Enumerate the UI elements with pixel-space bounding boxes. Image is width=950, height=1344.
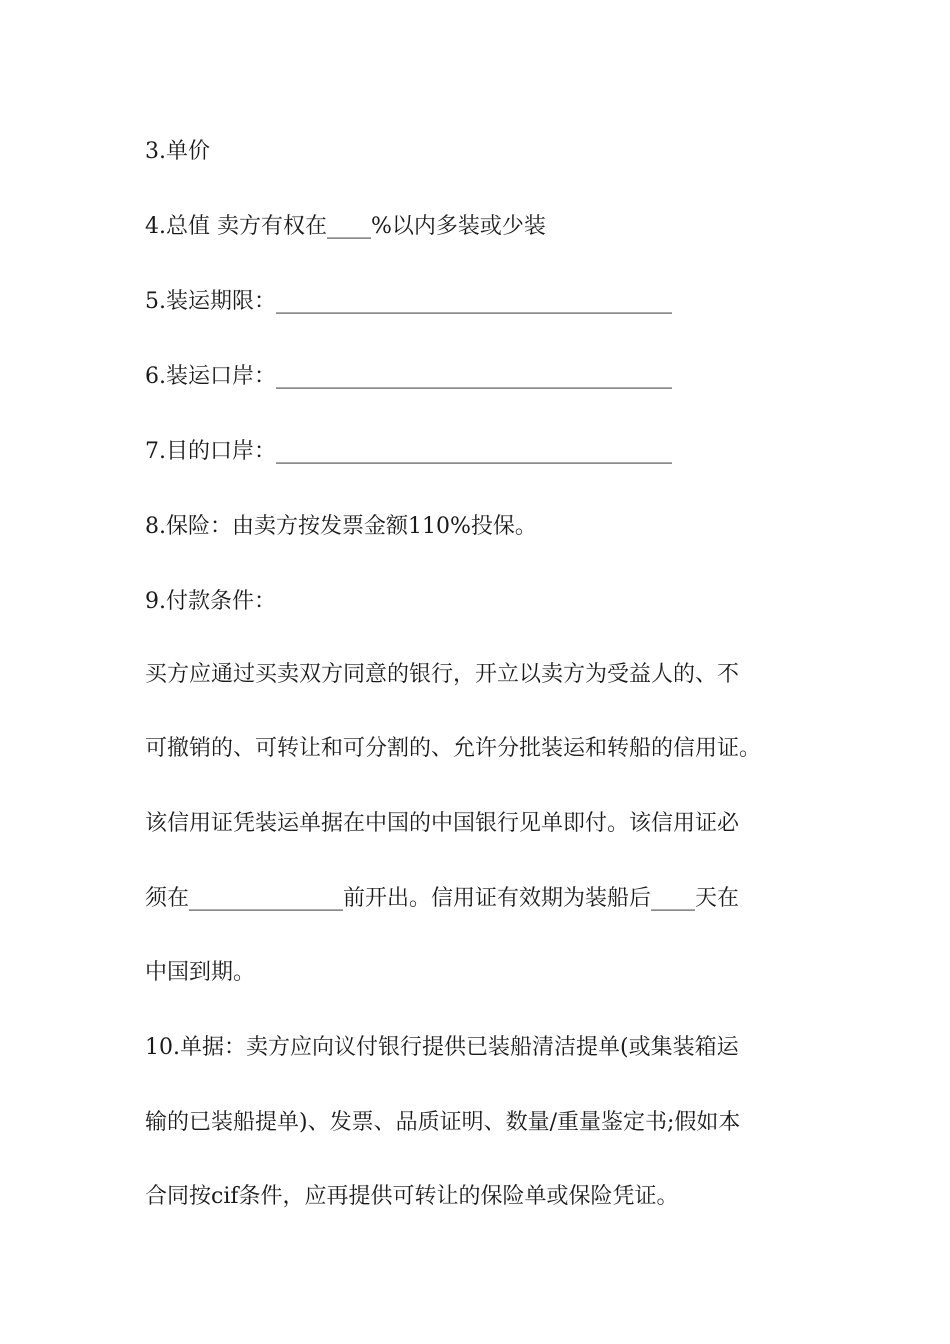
clause-total-value: 4.总值 卖方有权在____%以内多装或少装 bbox=[145, 214, 546, 239]
payment-line: 买方应通过买卖双方同意的银行，开立以卖方为受益人的、不 bbox=[145, 662, 740, 687]
clause-shipment-period: 5.装运期限：____________________________________ bbox=[145, 289, 672, 314]
payment-line: 该信用证凭装运单据在中国的中国银行见单即付。该信用证必 bbox=[145, 811, 740, 836]
clause-loading-port: 6.装运口岸：____________________________________ bbox=[145, 364, 672, 389]
clause-insurance: 8.保险：由卖方按发票金额110%投保。 bbox=[145, 514, 537, 539]
clause-unit-price: 3.单价 bbox=[145, 139, 210, 164]
clause-payment-terms-title: 9.付款条件： bbox=[145, 589, 276, 614]
documents-line: 合同按cif条件，应再提供可转让的保险单或保险凭证。 bbox=[145, 1184, 679, 1209]
clause-destination-port: 7.目的口岸：____________________________________ bbox=[145, 439, 672, 464]
payment-line: 可撤销的、可转让和可分割的、允许分批装运和转船的信用证。 bbox=[145, 736, 762, 761]
documents-line: 10.单据：卖方应向议付银行提供已装船清洁提单(或集装箱运 bbox=[145, 1035, 739, 1060]
payment-line: 须在______________前开出。信用证有效期为装船后____天在 bbox=[145, 886, 740, 911]
documents-line: 输的已装船提单)、发票、品质证明、数量/重量鉴定书;假如本 bbox=[145, 1110, 741, 1135]
payment-line: 中国到期。 bbox=[145, 960, 256, 985]
